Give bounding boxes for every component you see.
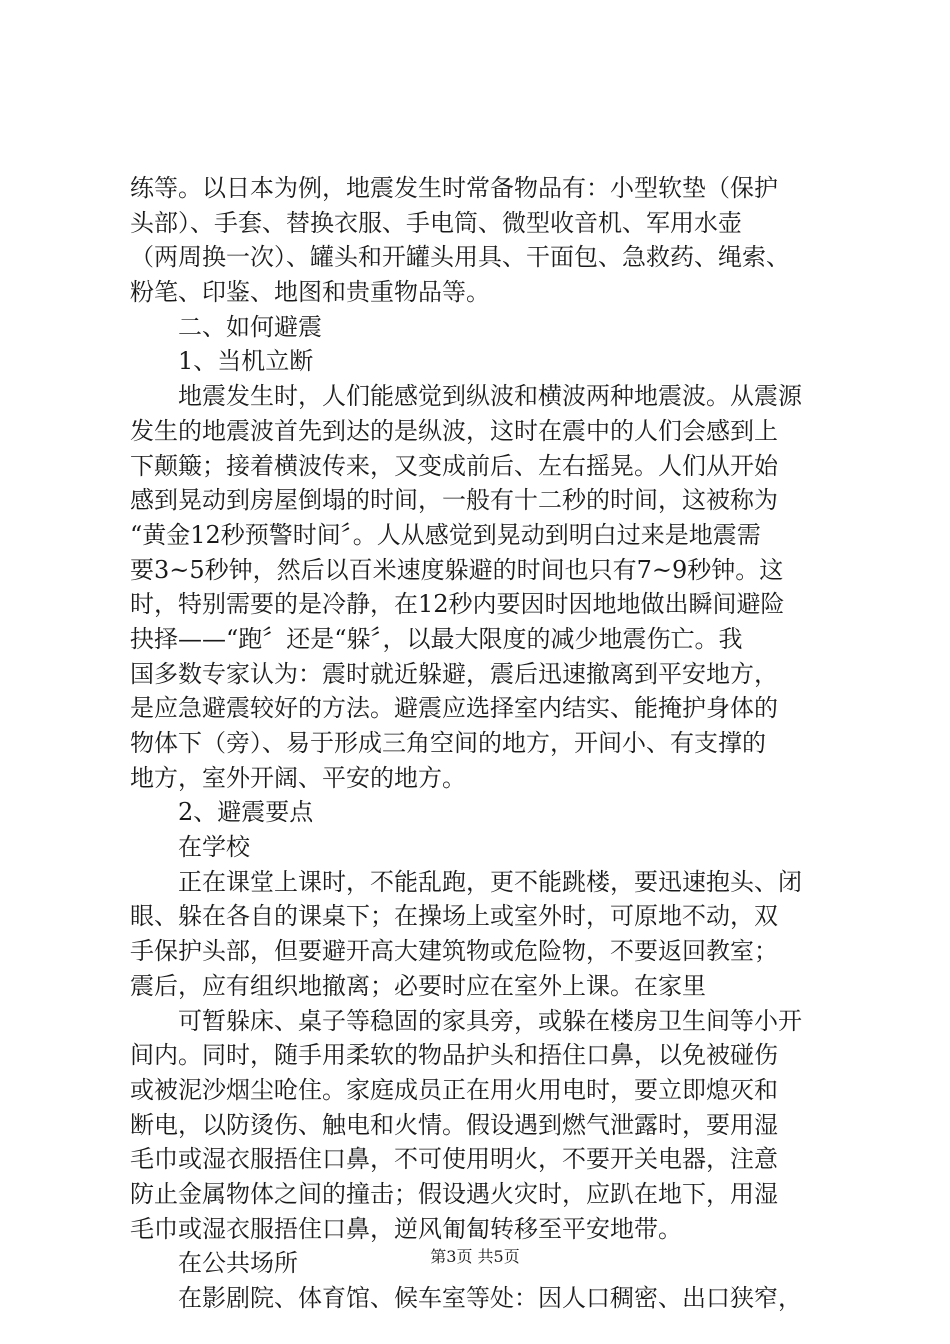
text-line: 要3~5秒钟，然后以百米速度躲避的时间也只有7~9秒钟。这	[130, 555, 784, 584]
text-line: （两周换一次）、罐头和开罐头用具、干面包、急救药、绳索、	[130, 243, 790, 272]
text-line: 眼、躲在各自的课桌下；在操场上或室外时，可原地不动，双	[130, 902, 778, 931]
text-line: 国多数专家认为：震时就近躲避，震后迅速撤离到平安地方，	[130, 659, 778, 688]
body-text	[130, 171, 838, 1316]
subsection-heading: 在学校	[178, 833, 250, 862]
section-heading: 二、如何避震	[178, 312, 322, 341]
text-line: 练等。以日本为例，地震发生时常备物品有：小型软垫（保护	[130, 174, 778, 202]
text-line: 物体下（旁）、易于形成三角空间的地方，开间小、有支撑的	[130, 729, 766, 757]
text-line: “黄金12秒预警时间〞。人从感觉到晃动到明白过来是地震需	[130, 520, 761, 549]
text-line: 粉笔、印鉴、地图和贵重物品等。	[130, 278, 490, 307]
text-line: 毛巾或湿衣服捂住口鼻，不可使用明火，不要开关电器，注意	[130, 1145, 778, 1174]
text-line: 震后，应有组织地撤离；必要时应在室外上课。在家里	[130, 971, 706, 1000]
text-line: 防止金属物体之间的撞击；假设遇火灾时，应趴在地下，用湿	[130, 1179, 778, 1208]
text-line: 地震发生时，人们能感觉到纵波和横波两种地震波。从震源	[178, 382, 802, 411]
text-line: 或被泥沙烟尘呛住。家庭成员正在用火用电时，要立即熄灭和	[130, 1075, 778, 1104]
text-line: 可暂躲床、桌子等稳固的家具旁，或躲在楼房卫生间等小开	[178, 1006, 802, 1035]
text-line: 地方，室外开阔、平安的地方。	[130, 763, 466, 792]
text-line: 正在课堂上课时，不能乱跑，更不能跳楼，要迅速抱头、闭	[178, 867, 802, 896]
text-line: 感到晃动到房屋倒塌的时间，一般有十二秒的时间，这被称为	[130, 486, 778, 515]
text-line: 是应急避震较好的方法。避震应选择室内结实、能掩护身体的	[130, 694, 778, 723]
text-line: 时，特别需要的是冷静，在12秒内要因时因地地做出瞬间避险	[130, 590, 785, 619]
page-footer: 第3页 共5页	[430, 1247, 520, 1266]
subsection-heading: 2、避震要点	[178, 798, 314, 827]
text-line: 下颠簸；接着横波传来，又变成前后、左右摇晃。人们从开始	[130, 451, 778, 480]
text-line: 毛巾或湿衣服捂住口鼻，逆风匍匐转移至平安地带。	[130, 1214, 682, 1243]
text-line: 发生的地震波首先到达的是纵波，这时在震中的人们会感到上	[130, 416, 778, 445]
text-line: 头部）、手套、替换衣服、手电筒、微型收音机、军用水壶	[130, 208, 742, 237]
text-line: 抉择——“跑〞还是“躲〞，以最大限度的减少地震伤亡。我	[130, 624, 743, 653]
text-line: 手保护头部，但要避开高大建筑物或危险物，不要返回教室；	[130, 937, 778, 966]
subsection-heading: 1、当机立断	[178, 347, 314, 376]
text-line: 间内。同时，随手用柔软的物品护头和捂住口鼻，以免被碰伤	[130, 1041, 778, 1070]
text-line: 在影剧院、体育馆、候车室等处：因人口稠密、出口狭窄，	[178, 1284, 802, 1312]
subsection-heading: 在公共场所	[178, 1249, 298, 1278]
text-line: 断电，以防烫伤、触电和火情。假设遇到燃气泄露时，要用湿	[130, 1110, 778, 1139]
